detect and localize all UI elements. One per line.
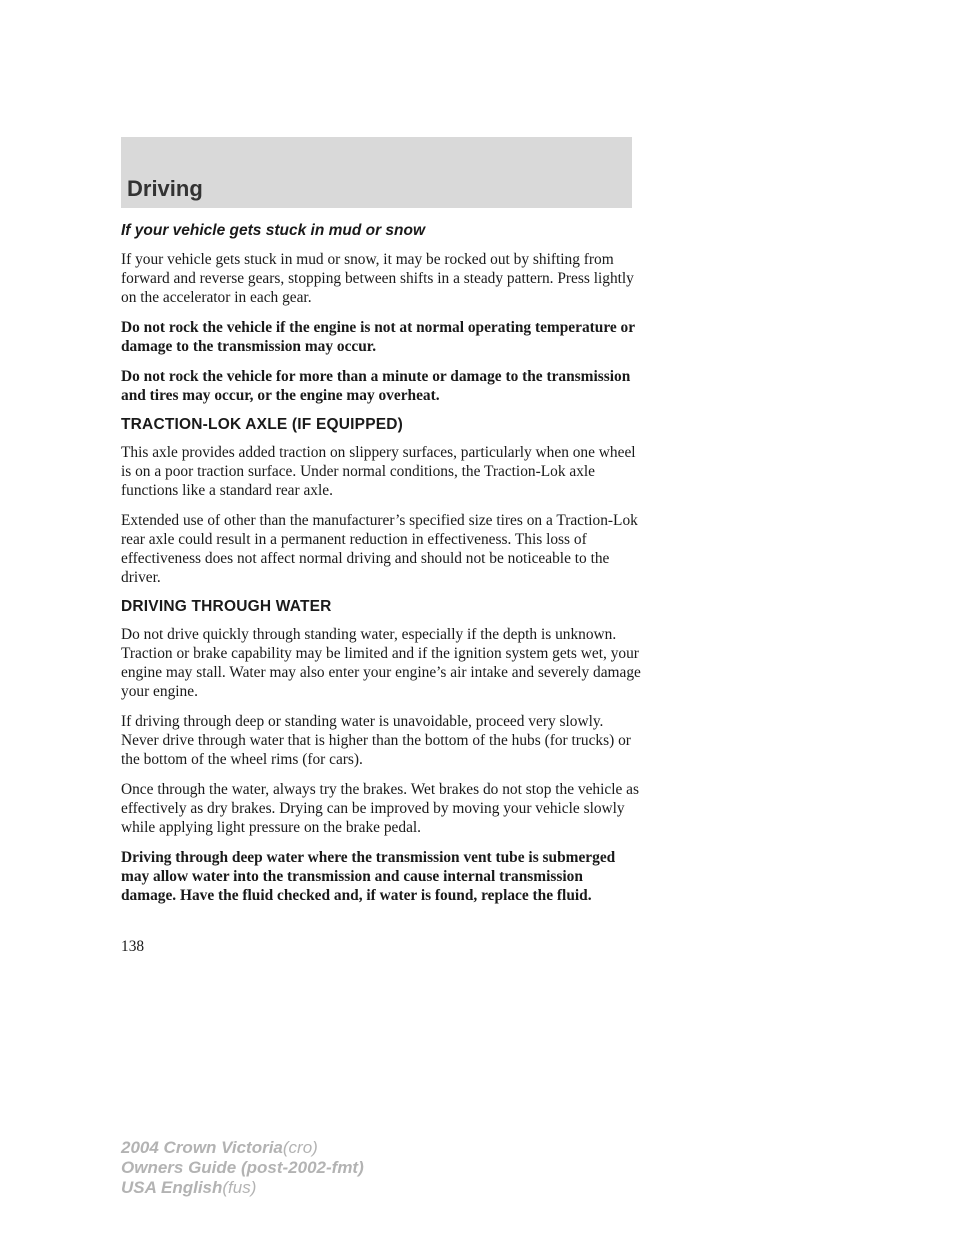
rock-duration-warning: Do not rock the vehicle for more than a minute or damage to the transmission and tires may occur, or the engine may overheat.	[121, 368, 631, 404]
footer-language: USA English	[121, 1178, 223, 1197]
footer-model-code: (cro)	[282, 1138, 318, 1157]
section-header-bar	[121, 137, 632, 208]
traction-lok-description: This axle provides added traction on slippery surfaces, particularly when one wheel is on a poor traction surface. Under normal conditions, the Traction-Lok axle functions like a standard rear axle.	[121, 444, 636, 499]
footer-model: 2004 Crown Victoria	[121, 1138, 283, 1157]
traction-lok-heading: TRACTION-LOK AXLE (IF EQUIPPED)	[121, 416, 404, 433]
footer-language-code: (fus)	[222, 1178, 257, 1197]
page-number: 138	[121, 938, 145, 955]
water-caution-paragraph: Do not drive quickly through standing water, especially if the depth is unknown. Traction or brake capability may be limited and if the ignition system gets wet, your engine may stall. Water may also enter your engine’s air intake and severely damage your engine.	[121, 626, 641, 700]
stuck-in-mud-heading: If your vehicle gets stuck in mud or snow	[121, 222, 426, 239]
footer-model-line	[121, 1138, 364, 1158]
footer-language-line	[121, 1178, 364, 1198]
section-title: Driving	[127, 176, 203, 201]
rock-temperature-warning: Do not rock the vehicle if the engine is not at normal operating temperature or damage to the transmission may occur.	[121, 319, 635, 355]
footer-guide-line: Owners Guide (post-2002-fmt)	[121, 1158, 364, 1177]
page-content	[121, 222, 641, 905]
water-depth-paragraph: If driving through deep or standing water is unavoidable, proceed very slowly. Never drive through water that is higher than the bottom of the hubs (for trucks) or the bottom of the wheel rims (for cars).	[121, 713, 631, 768]
document-footer	[121, 1138, 364, 1198]
traction-lok-tire-note: Extended use of other than the manufacturer’s specified size tires on a Traction-Lok rear axle could result in a permanent reduction in effectiveness. This loss of effectiveness does not affect normal driving and should not be noticeable to the driver.	[121, 512, 638, 586]
driving-through-water-heading: DRIVING THROUGH WATER	[121, 598, 332, 615]
transmission-vent-warning: Driving through deep water where the transmission vent tube is submerged may allow water into the transmission and cause internal transmission damage. Have the fluid checked and, if water is found, replace the fluid.	[121, 849, 616, 904]
stuck-in-mud-intro: If your vehicle gets stuck in mud or snow, it may be rocked out by shifting from forward and reverse gears, stopping between shifts in a steady pattern. Press lightly on the accelerator in each gear.	[121, 251, 634, 306]
wet-brakes-paragraph: Once through the water, always try the brakes. Wet brakes do not stop the vehicle as effectively as dry brakes. Drying can be improved by moving your vehicle slowly while applying light pressure on the brake pedal.	[121, 781, 639, 836]
